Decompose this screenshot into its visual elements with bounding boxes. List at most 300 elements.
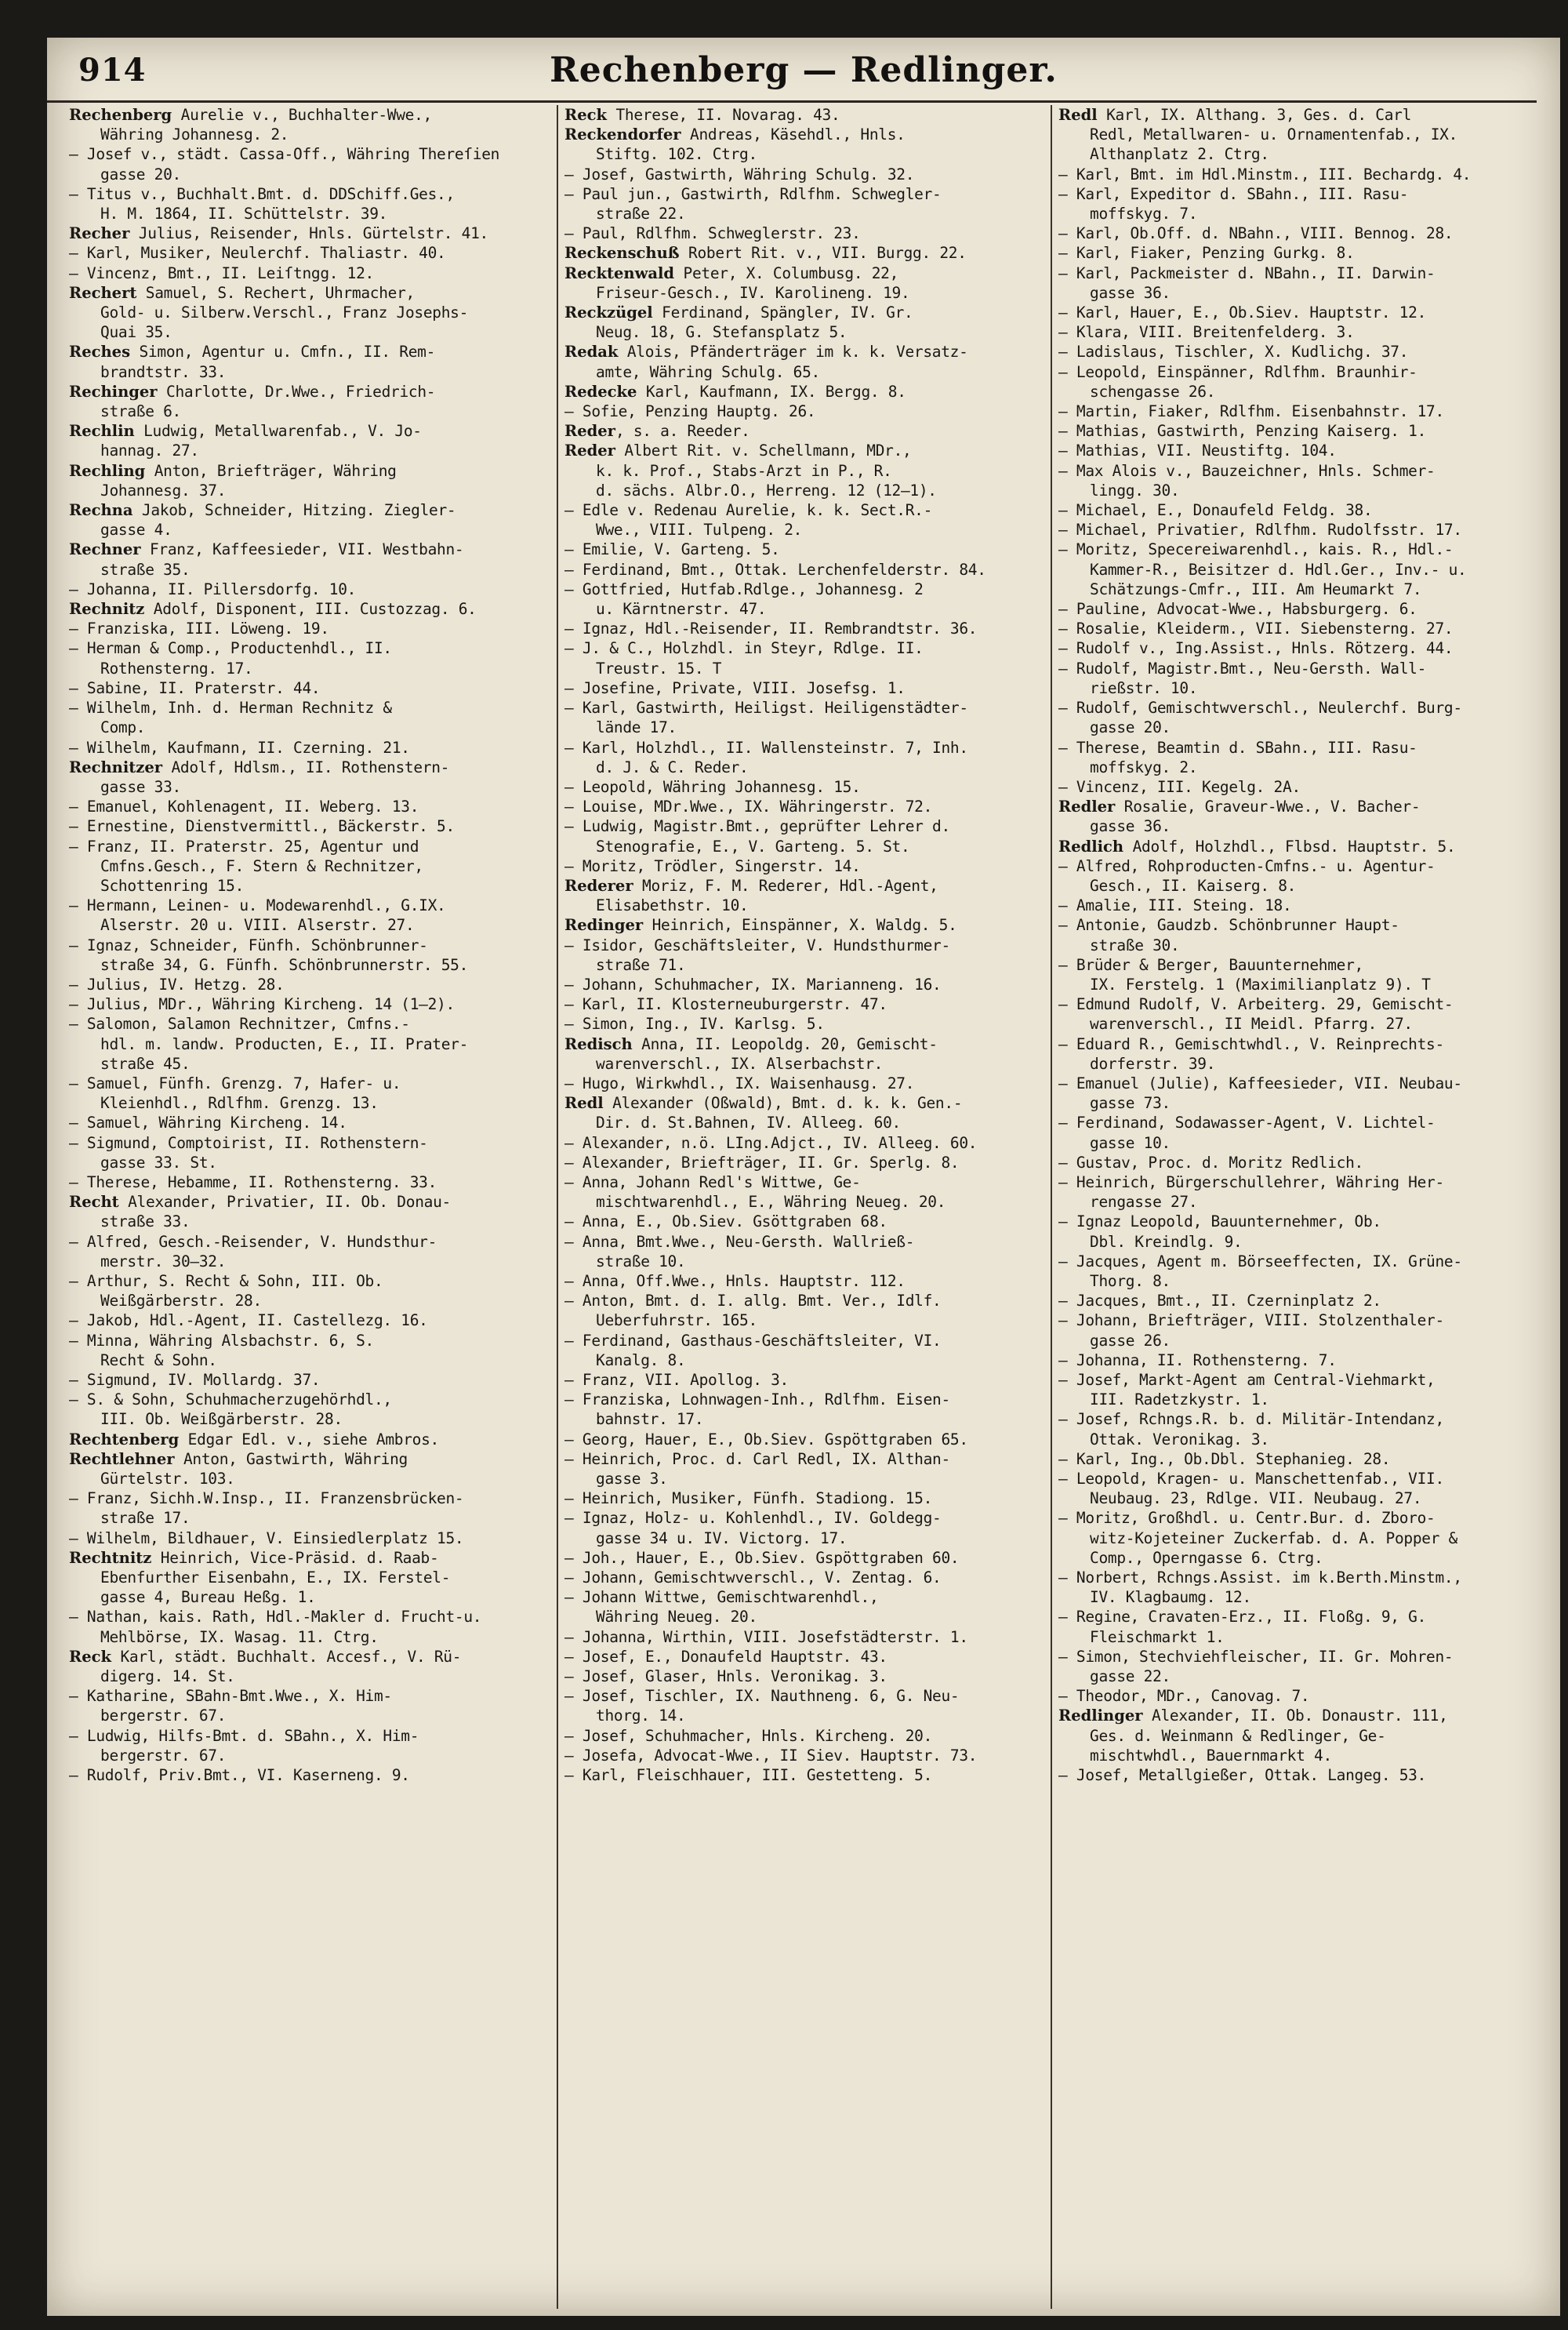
directory-entry-line	[564, 184, 1044, 204]
directory-entry-line	[69, 1252, 550, 1271]
directory-entry-line	[1058, 1350, 1538, 1370]
entry-text: gasse 33. St.	[100, 1153, 217, 1172]
directory-entry-line	[69, 283, 550, 303]
entry-text: — Martin, Fiaker, Rdlfhm. Eisenbahnstr. 17.	[1058, 402, 1444, 421]
entry-text: Ebenfurther Eisenbahn, E., IX. Ferstel-	[100, 1568, 451, 1587]
entry-text: — Leopold, Währing Johannesg. 15.	[564, 777, 861, 796]
surname-headword: Rechtnitz	[69, 1548, 152, 1567]
directory-entry-line	[564, 204, 1044, 224]
entry-text: straße 45.	[100, 1054, 191, 1073]
directory-entry-line	[69, 698, 550, 718]
entry-text: — Jakob, Hdl.-Agent, II. Castellezg. 16.	[69, 1311, 428, 1330]
entry-text: — Eduard R., Gemischtwhdl., V. Reinprechts-	[1058, 1034, 1444, 1053]
directory-entry-line	[1058, 1074, 1538, 1093]
directory-entry-line	[1058, 955, 1538, 975]
entry-text: — Emilie, V. Garteng. 5.	[564, 540, 780, 559]
surname-headword: Reches	[69, 343, 131, 362]
entry-text: Stiftg. 102. Ctrg.	[596, 145, 757, 164]
directory-entry-line	[69, 1014, 550, 1034]
directory-entry-line	[564, 1350, 1044, 1370]
directory-entry-line	[69, 1350, 550, 1370]
entry-text: — Franziska, III. Löweng. 19.	[69, 620, 329, 638]
directory-entry-line	[1058, 1370, 1538, 1390]
entry-text: — Franz, II. Praterstr. 25, Agentur und	[69, 837, 419, 856]
directory-entry-line	[564, 1587, 1044, 1607]
directory-entry-line	[1058, 1093, 1538, 1113]
directory-entry-line	[69, 500, 550, 520]
entry-text: Ferdinand, Spängler, IV. Gr.	[652, 304, 913, 322]
entry-text: d. sächs. Albr.O., Herreng. 12 (12–1).	[596, 481, 937, 500]
directory-entry-line	[1058, 1212, 1538, 1231]
entry-text: digerg. 14. St.	[100, 1667, 235, 1686]
directory-entry-line	[564, 1014, 1044, 1034]
entry-text: — Mathias, Gastwirth, Penzing Kaiserg. 1.	[1058, 422, 1427, 441]
directory-entry-line	[69, 421, 550, 441]
entry-text: — Ludwig, Hilfs-Bmt. d. SBahn., X. Him-	[69, 1726, 419, 1745]
entry-text: — Nathan, kais. Rath, Hdl.-Makler d. Frucht-u.	[69, 1608, 482, 1627]
directory-entry-line	[564, 659, 1044, 678]
entry-text: — Anna, Off.Wwe., Hnls. Hauptstr. 112.	[564, 1271, 906, 1290]
entry-text: gasse 3.	[596, 1470, 668, 1489]
entry-text: Alexander, II. Ob. Donaustr. 111,	[1142, 1707, 1448, 1725]
entry-text: Weißgärberstr. 28.	[100, 1292, 262, 1310]
directory-entry-line	[564, 342, 1044, 362]
directory-entry-line	[69, 1568, 550, 1587]
directory-entry-line	[69, 1548, 550, 1568]
directory-entry-line	[1058, 1469, 1538, 1489]
directory-entry-line	[1058, 1390, 1538, 1409]
entry-text: — Josef, Gastwirth, Währing Schulg. 32.	[564, 165, 915, 184]
entry-text: — Therese, Beamtin d. SBahn., III. Rasu-	[1058, 738, 1417, 757]
entry-text: Anton, Gastwirth, Währing	[174, 1449, 408, 1468]
entry-text: Anton, Briefträger, Währing	[145, 461, 397, 480]
directory-entry-line	[564, 936, 1044, 955]
directory-entry-line	[564, 1271, 1044, 1291]
directory-entry-line	[1058, 1232, 1538, 1252]
entry-text: straße 71.	[596, 955, 686, 974]
entry-text: Edgar Edl. v., siehe Ambros.	[179, 1430, 439, 1449]
entry-text: — Brüder & Berger, Bauunternehmer,	[1058, 955, 1363, 974]
directory-entry-line	[564, 1370, 1044, 1390]
directory-entry-line	[69, 1034, 550, 1054]
entry-text: bahnstr. 17.	[596, 1410, 704, 1429]
directory-entry-line	[69, 1409, 550, 1429]
entry-text: — Sigmund, Comptoirist, II. Rothenstern-	[69, 1133, 428, 1152]
entry-text: straße 10.	[596, 1252, 686, 1270]
entry-text: — Heinrich, Bürgerschullehrer, Währing Her-	[1058, 1172, 1444, 1191]
surname-headword: Reckenschuß	[564, 244, 680, 263]
directory-entry-line	[564, 816, 1044, 836]
directory-entry-line	[1058, 816, 1538, 836]
directory-entry-line	[564, 322, 1044, 342]
entry-text: Kanalg. 8.	[596, 1350, 686, 1369]
entry-text: — Rudolf, Gemischtwverschl., Neulerchf. Burg-	[1058, 699, 1462, 718]
directory-entry-line	[564, 1113, 1044, 1132]
surname-headword: Redlich	[1058, 837, 1124, 856]
column-middle	[557, 105, 1051, 2309]
directory-entry-line	[69, 1370, 550, 1390]
surname-headword: Reck	[69, 1647, 111, 1666]
entry-text: — Josef, Glaser, Hnls. Veronikag. 3.	[564, 1667, 887, 1686]
entry-text: Johannesg. 37.	[100, 481, 227, 500]
directory-entry-line	[1058, 758, 1538, 777]
entry-text: Redl, Metallwaren- u. Ornamentenfab., IX.	[1090, 125, 1458, 144]
entry-text: — Norbert, Rchngs.Assist. im k.Berth.Minstm.,	[1058, 1568, 1462, 1587]
entry-text: — Hermann, Leinen- u. Modewarenhdl., G.IX.	[69, 896, 446, 915]
directory-entry-line	[564, 1252, 1044, 1271]
entry-text: — Johann, Schuhmacher, IX. Marianneng. 16.	[564, 975, 942, 994]
directory-entry-line	[564, 500, 1044, 520]
directory-entry-line	[1058, 342, 1538, 362]
entry-text: Quai 35.	[100, 323, 172, 342]
directory-entry-line	[1058, 1271, 1538, 1291]
directory-entry-line	[69, 303, 550, 322]
entry-text: — Ernestine, Dienstvermittl., Bäckerstr. 5.	[69, 817, 455, 836]
directory-entry-line	[1058, 362, 1538, 382]
entry-text: lingg. 30.	[1090, 481, 1180, 500]
directory-entry-line	[564, 481, 1044, 500]
entry-text: — Josef, Tischler, IX. Nauthneng. 6, G. Neu-	[564, 1687, 960, 1706]
entry-text: Therese, II. Novarag. 43.	[607, 106, 840, 124]
entry-text: Julius, Reisender, Hnls. Gürtelstr. 41.	[129, 224, 488, 243]
directory-entry-line	[1058, 540, 1538, 559]
directory-entry-line	[564, 1627, 1044, 1647]
entry-text: — Gottfried, Hutfab.Rdlge., Johannesg. 2	[564, 580, 924, 598]
entry-text: — Ferdinand, Sodawasser-Agent, V. Lichtel-	[1058, 1114, 1436, 1132]
directory-entry-line	[564, 599, 1044, 619]
entry-text: — Ladislaus, Tischler, X. Kudlichg. 37.	[1058, 343, 1409, 362]
directory-entry-line	[564, 1449, 1044, 1469]
entry-text: Karl, städt. Buchhalt. Accesf., V. Rü-	[111, 1647, 462, 1666]
entry-text: IX. Ferstelg. 1 (Maximilianplatz 9). T	[1090, 975, 1431, 994]
entry-text: IV. Klagbaumg. 12.	[1090, 1588, 1251, 1607]
entry-text: — Ferdinand, Bmt., Ottak. Lerchenfelderstr. 84.	[564, 560, 986, 579]
directory-entry-line	[1058, 1568, 1538, 1587]
entry-text: — Jacques, Agent m. Börseeffecten, IX. Grüne-	[1058, 1252, 1462, 1270]
directory-entry-line	[69, 322, 550, 342]
entry-text: — Johann Wittwe, Gemischtwarenhdl.,	[564, 1588, 879, 1607]
directory-entry-line	[564, 1647, 1044, 1667]
entry-text: — Wilhelm, Bildhauer, V. Einsiedlerplatz 15.	[69, 1528, 464, 1547]
directory-entry-line	[69, 758, 550, 777]
directory-entry-line	[69, 1746, 550, 1765]
directory-entry-line	[1058, 936, 1538, 955]
surname-headword: Redecke	[564, 382, 637, 401]
directory-entry-line	[1058, 1331, 1538, 1350]
directory-entry-line	[69, 1726, 550, 1746]
directory-entry-line	[69, 1765, 550, 1785]
entry-text: bergerstr. 67.	[100, 1746, 227, 1765]
directory-entry-line	[564, 580, 1044, 599]
directory-entry-line	[1058, 105, 1538, 125]
directory-entry-line	[69, 264, 550, 283]
entry-text: Ueberfuhrstr. 165.	[596, 1311, 757, 1330]
entry-text: thorg. 14.	[596, 1707, 686, 1725]
entry-text: Comp., Operngasse 6. Ctrg.	[1090, 1548, 1323, 1567]
entry-text: — Karl, Fiaker, Penzing Gurkg. 8.	[1058, 244, 1355, 263]
surname-headword: Reder	[564, 422, 615, 441]
directory-entry-line	[69, 184, 550, 204]
directory-entry-line	[564, 105, 1044, 125]
entry-text: — Ignaz, Hdl.-Reisender, II. Rembrandtstr. 36.	[564, 620, 978, 638]
entry-text: Anna, II. Leopoldg. 20, Gemischt-	[632, 1034, 938, 1053]
entry-text: — Alfred, Rohproducten-Cmfns.- u. Agentur-	[1058, 856, 1436, 875]
entry-text: — Titus v., Buchhalt.Bmt. d. DDSchiff.Ges.,	[69, 184, 455, 203]
directory-entry-line	[1058, 599, 1538, 619]
directory-entry-line	[69, 975, 550, 994]
entry-text: — Vincenz, Bmt., II. Leiſtngg. 12.	[69, 264, 374, 282]
entry-text: — Emanuel (Julie), Kaffeesieder, VII. Neubau-	[1058, 1074, 1462, 1092]
entry-text: Charlotte, Dr.Wwe., Friedrich-	[157, 382, 436, 401]
directory-entry-line	[69, 461, 550, 481]
directory-entry-line	[69, 1686, 550, 1706]
entry-text: Mehlbörse, IX. Wasag. 11. Ctrg.	[100, 1627, 379, 1646]
entry-text: mischtwhdl., Bauernmarkt 4.	[1090, 1746, 1332, 1765]
directory-entry-line	[69, 1667, 550, 1686]
directory-entry-line	[564, 382, 1044, 402]
entry-text: — Ignaz, Holz- u. Kohlenhdl., IV. Goldegg-	[564, 1509, 942, 1528]
entry-text: — Wilhelm, Inh. d. Herman Rechnitz &	[69, 699, 392, 718]
directory-entry-line	[69, 1133, 550, 1153]
entry-text: Gold- u. Silberw.Verschl., Franz Josephs-	[100, 304, 469, 322]
directory-entry-line	[69, 915, 550, 935]
entry-text: — Franziska, Lohnwagen-Inh., Rdlfhm. Eisen-	[564, 1390, 950, 1409]
directory-entry-line	[564, 1153, 1044, 1172]
directory-entry-line	[69, 1390, 550, 1409]
entry-text: — Mathias, VII. Neustiftg. 104.	[1058, 442, 1337, 460]
entry-text: — Samuel, Fünfh. Grenzg. 7, Hafer- u.	[69, 1074, 401, 1092]
entry-text: mischtwarenhdl., E., Währing Neueg. 20.	[596, 1193, 946, 1212]
entry-text: — Josef v., städt. Cassa-Off., Währing Thereſien	[69, 145, 500, 164]
entry-text: Robert Rit. v., VII. Burgg. 22.	[679, 244, 967, 263]
directory-entry-line	[564, 758, 1044, 777]
entry-text: Dir. d. St.Bahnen, IV. Alleeg. 60.	[596, 1114, 901, 1132]
entry-text: — J. & C., Holzhdl. in Steyr, Rdlge. II.	[564, 639, 924, 658]
entry-text: bergerstr. 67.	[100, 1707, 227, 1725]
directory-entry-line	[1058, 144, 1538, 164]
entry-text: — Karl, Holzhdl., II. Wallensteinstr. 7, Inh.	[564, 738, 968, 757]
entry-text: — Klara, VIII. Breitenfelderg. 3.	[1058, 323, 1355, 342]
directory-entry-line	[1058, 1172, 1538, 1192]
directory-columns	[63, 105, 1552, 2309]
surname-headword: Rechenberg	[69, 106, 172, 124]
entry-text: — Karl, Fleischhauer, III. Gestetteng. 5.	[564, 1766, 933, 1785]
entry-text: — Leopold, Kragen- u. Manschettenfab., VII.	[1058, 1470, 1444, 1489]
entry-text: — Anton, Bmt. d. I. allg. Bmt. Ver., Idlf.	[564, 1292, 942, 1310]
entry-text: — Heinrich, Musiker, Fünfh. Stadiong. 15.	[564, 1489, 933, 1508]
directory-entry-line	[69, 1074, 550, 1093]
entry-text: — Johanna, Wirthin, VIII. Josefstädterstr. 1.	[564, 1627, 968, 1646]
header-rule	[47, 100, 1537, 103]
directory-entry-line	[1058, 481, 1538, 500]
entry-text: — Therese, Hebamme, II. Rothensterng. 33.	[69, 1172, 437, 1191]
directory-entry-line	[1058, 1054, 1538, 1074]
surname-headword: Rechtlehner	[69, 1449, 175, 1468]
directory-entry-line	[69, 856, 550, 876]
entry-text: — Emanuel, Kohlenagent, II. Weberg. 13.	[69, 798, 419, 816]
entry-text: — Georg, Hauer, E., Ob.Siev. Gspöttgraben 65.	[564, 1430, 968, 1449]
surname-headword: Redl	[1058, 106, 1098, 124]
directory-entry-line	[69, 659, 550, 678]
entry-text: — Sofie, Penzing Hauptg. 26.	[564, 402, 816, 421]
directory-entry-line	[1058, 264, 1538, 283]
entry-text: straße 30.	[1090, 936, 1180, 954]
directory-entry-line	[1058, 382, 1538, 402]
surname-headword: Rechinger	[69, 382, 158, 401]
directory-entry-line	[1058, 520, 1538, 540]
directory-entry-line	[564, 1034, 1044, 1054]
entry-text: — Sigmund, IV. Mollardg. 37.	[69, 1371, 321, 1389]
entry-text: Schätzungs-Cmfr., III. Am Heumarkt 7.	[1090, 580, 1422, 598]
entry-text: Althanplatz 2. Ctrg.	[1090, 145, 1269, 164]
directory-entry-line	[1058, 698, 1538, 718]
directory-entry-line	[1058, 738, 1538, 758]
directory-entry-line	[1058, 1686, 1538, 1706]
directory-entry-line	[564, 1607, 1044, 1627]
surname-headword: Redinger	[564, 916, 644, 935]
directory-entry-line	[564, 955, 1044, 975]
entry-text: — Karl, II. Klosterneuburgerstr. 47.	[564, 995, 887, 1014]
column-right	[1051, 105, 1544, 2309]
directory-entry-line	[1058, 1528, 1538, 1548]
entry-text: — Anna, E., Ob.Siev. Gsöttgraben 68.	[564, 1212, 887, 1231]
entry-text: straße 34, G. Fünfh. Schönbrunnerstr. 55.	[100, 955, 469, 974]
entry-text: — Karl, Bmt. im Hdl.Minstm., III. Bechardg. 4.	[1058, 165, 1472, 184]
entry-text: — Rudolf, Magistr.Bmt., Neu-Gersth. Wall-	[1058, 659, 1427, 678]
directory-entry-line	[564, 1548, 1044, 1568]
directory-entry-line	[69, 1192, 550, 1212]
entry-text: Neug. 18, G. Stefansplatz 5.	[596, 323, 848, 342]
directory-entry-line	[69, 1172, 550, 1192]
directory-entry-line	[1058, 500, 1538, 520]
entry-text: — Gustav, Proc. d. Moritz Redlich.	[1058, 1153, 1363, 1172]
entry-text: Aurelie v., Buchhalter-Wwe.,	[172, 106, 432, 124]
entry-text: — Ludwig, Magistr.Bmt., geprüfter Lehrer d.	[564, 817, 950, 836]
entry-text: Währing Johannesg. 2.	[100, 125, 289, 144]
directory-entry-line	[69, 1587, 550, 1607]
directory-entry-line	[69, 144, 550, 164]
directory-entry-line	[564, 777, 1044, 797]
directory-entry-line	[1058, 461, 1538, 481]
directory-entry-line	[1058, 165, 1538, 184]
directory-entry-line	[1058, 994, 1538, 1014]
directory-entry-line	[564, 718, 1044, 737]
directory-entry-line	[1058, 678, 1538, 698]
directory-entry-line	[1058, 421, 1538, 441]
entry-text: — Regine, Cravaten-Erz., II. Floßg. 9, G.	[1058, 1608, 1427, 1627]
entry-text: — Rudolf, Priv.Bmt., VI. Kaserneng. 9.	[69, 1766, 410, 1785]
surname-headword: Rechna	[69, 501, 133, 520]
entry-text: — Karl, Expeditor d. SBahn., III. Rasu-	[1058, 184, 1409, 203]
entry-text: Cmfns.Gesch., F. Stern & Rechnitzer,	[100, 856, 423, 875]
directory-entry-line	[1058, 125, 1538, 144]
directory-entry-line	[69, 1093, 550, 1113]
entry-text: moffskyg. 2.	[1090, 758, 1198, 776]
directory-entry-line	[1058, 303, 1538, 322]
directory-entry-line	[1058, 1607, 1538, 1627]
directory-entry-line	[1058, 837, 1538, 856]
column-left	[63, 105, 557, 2309]
entry-text: rengasse 27.	[1090, 1193, 1198, 1212]
directory-entry-line	[1058, 1667, 1538, 1686]
directory-entry-line	[564, 638, 1044, 658]
entry-text: — Amalie, III. Steing. 18.	[1058, 896, 1292, 915]
entry-text: III. Radetzkystr. 1.	[1090, 1390, 1269, 1409]
directory-entry-line	[564, 283, 1044, 303]
directory-entry-line	[1058, 1291, 1538, 1310]
directory-entry-line	[69, 718, 550, 737]
directory-entry-line	[69, 1331, 550, 1350]
entry-text: — Wilhelm, Kaufmann, II. Czerning. 21.	[69, 738, 410, 757]
directory-entry-line	[564, 1469, 1044, 1489]
entry-text: Thorg. 8.	[1090, 1271, 1171, 1290]
directory-entry-line	[1058, 204, 1538, 224]
directory-entry-line	[69, 678, 550, 698]
entry-text: brandtstr. 33.	[100, 362, 227, 381]
entry-text: Samuel, S. Rechert, Uhrmacher,	[136, 283, 415, 302]
directory-entry-line	[69, 105, 550, 125]
entry-text: Andreas, Käsehdl., Hnls.	[681, 125, 906, 144]
entry-text: — Johanna, II. Pillersdorfg. 10.	[69, 580, 357, 598]
entry-text: — Alexander, n.ö. LIng.Adjct., IV. Alleeg. 60.	[564, 1133, 978, 1152]
entry-text: — Anna, Johann Redl's Wittwe, Ge-	[564, 1172, 861, 1191]
directory-entry-line	[69, 1113, 550, 1132]
directory-entry-line	[69, 520, 550, 540]
entry-text: — Sabine, II. Praterstr. 44.	[69, 678, 321, 697]
directory-entry-line	[1058, 243, 1538, 263]
surname-headword: Recht	[69, 1193, 119, 1212]
directory-entry-line	[564, 1667, 1044, 1686]
entry-text: — Edle v. Redenau Aurelie, k. k. Sect.R.-	[564, 501, 933, 520]
directory-entry-line	[1058, 1430, 1538, 1449]
directory-entry-line	[564, 994, 1044, 1014]
directory-entry-line	[564, 1508, 1044, 1528]
entry-text: dorferstr. 39.	[1090, 1054, 1216, 1073]
entry-text: — Michael, E., Donaufeld Feldg. 38.	[1058, 501, 1373, 520]
directory-entry-line	[1058, 1409, 1538, 1429]
entry-text: — Moritz, Großhdl. u. Centr.Bur. d. Zboro-	[1058, 1509, 1436, 1528]
entry-text: Ges. d. Weinmann & Redlinger, Ge-	[1090, 1726, 1386, 1745]
entry-text: gasse 20.	[1090, 718, 1171, 737]
surname-headword: Redler	[1058, 798, 1116, 816]
directory-entry-line	[1058, 718, 1538, 737]
directory-entry-line	[564, 224, 1044, 243]
directory-entry-line	[69, 797, 550, 816]
entry-text: — Edmund Rudolf, V. Arbeiterg. 29, Gemischt-	[1058, 995, 1454, 1014]
directory-entry-line	[69, 876, 550, 896]
directory-entry-line	[69, 816, 550, 836]
entry-text: — Michael, Privatier, Rdlfhm. Rudolfsstr. 17.	[1058, 521, 1462, 540]
entry-text: Albert Rit. v. Schellmann, MDr.,	[615, 442, 912, 460]
entry-text: straße 22.	[596, 205, 686, 224]
directory-entry-line	[564, 1212, 1044, 1231]
directory-entry-line	[1058, 1310, 1538, 1330]
entry-text: H. M. 1864, II. Schüttelstr. 39.	[100, 205, 388, 224]
directory-entry-line	[69, 204, 550, 224]
directory-entry-line	[69, 599, 550, 619]
entry-text: — Herman & Comp., Productenhdl., II.	[69, 639, 392, 658]
directory-entry-line	[564, 1172, 1044, 1192]
directory-entry-line	[69, 994, 550, 1014]
directory-entry-line	[1058, 1133, 1538, 1153]
entry-text: — Theodor, MDr., Canovag. 7.	[1058, 1687, 1310, 1706]
entry-text: Heinrich, Einspänner, X. Waldg. 5.	[643, 916, 957, 935]
entry-text: hannag. 27.	[100, 442, 199, 460]
entry-text: gasse 20.	[100, 165, 181, 184]
entry-text: — Hugo, Wirkwhdl., IX. Waisenhausg. 27.	[564, 1074, 915, 1092]
directory-entry-line	[564, 520, 1044, 540]
directory-entry-line	[564, 876, 1044, 896]
